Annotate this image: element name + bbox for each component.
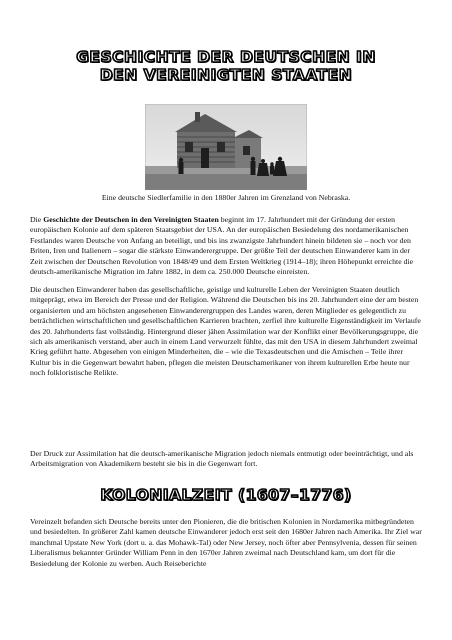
intro-lead: Die	[30, 215, 44, 224]
body-paragraph-3: Der Druck zur Assimilation hat die deutsch-amerikanische Migration jedoch niemals entmutigt oder beeinträchtigt, und als Arbeitsmigration von Akademikern besteht sie bis in die Gegenwart fort.	[30, 449, 414, 469]
section-heading-colonial: KOLONIALZEIT (1607–1776)	[100, 486, 352, 504]
photo-caption: Eine deutsche Siedlerfamilie in den 1880er Jahren im Grenzland von Nebraska.	[101, 193, 351, 202]
settler-family-photo	[145, 104, 307, 190]
intro-bold-term: Geschichte der Deutschen in den Vereinigten Staaten	[43, 215, 219, 224]
body-paragraph-2: Die deutschen Einwanderer haben das gesellschaftliche, geistige und kulturelle Leben der Vereinigten Staaten deutlich mitgeprägt, etwa im Bereich der Presse und der Religion. Während die Deutschen bis ins 20. Jahrhundert eine der am besten organisierten und am höchsten angesehenen Einwanderergruppen des Landes waren, deren Mitglieder es gelegentlich zu beträchtlichen wirtschaftlichen und gesellschaftlichen Karrieren brachten, zerfiel ihre kulturelle Eigenständigkeit im Verlaufe des 20. Jahrhunderts fast vollständig. Hintergrund dieser jähen Assimilation war der Konflikt einer Bevölkerungsgruppe, die sich als amerikanisch verstand, aber auch in einem Land verwurzelt fühlte, das mit den USA in diesem Jahrhundert zweimal Krieg geführt hatte. Abgesehen von einigen Minderheiten, die – wie die Texasdeutschen und die Amischen – Teile ihrer Kultur bis in die Gegenwart bewahrt haben, pflegen die meisten Deutschamerikaner von ihrem kulturellen Erbe heute nur noch folkloristische Relikte.	[30, 285, 421, 378]
intro-rest: beginnt im 17. Jahrhundert mit der Gründung der ersten europäischen Kolonie auf dem späteren Staatsgebiet der USA. An der europäischen Besiedelung des nordamerikanischen Festlandes waren Deutsche von Anfang an beteiligt, und bis ins zwanzigste Jahrhundert hinein bildeten sie – noch vor den Briten, Iren und Italienern – sogar die stärkste Einwanderergruppe. Der größte Teil der deutschen Einwanderer kam in der Zeit zwischen der Deutschen Revolution von 1848/49 und dem Ersten Weltkrieg (1914–18); ihren Höhepunkt erreichte die deutsch-amerikanische Migration im Jahre 1882, in dem ca. 250.000 Deutsche einreisten.	[30, 215, 414, 277]
page-title-line-2: DEN VEREINIGTEN STAATEN	[99, 66, 353, 84]
colonial-paragraph: Vereinzelt befanden sich Deutsche bereits unter den Pionieren, die die britischen Kolonien in Nordamerika mitbegründeten und besiedelten. In größerer Zahl kamen deutsche Einwanderer jedoch erst seit den 1680er Jahren nach Amerika. Ihr Ziel war manchmal Upstate New York (dort u. a. das Mohawk-Tal) oder New Jersey, noch öfter aber Pennsylvenia, dessen für seinen Liberalismus bekannter Gründer William Penn in den 1670er Jahren zweimal nach Deutschland kam, um dort für die Besiedelung der Kolonie zu werben. Auch Reiseberichte	[30, 517, 422, 568]
intro-paragraph	[30, 215, 424, 277]
page-title-line-1: GESCHICHTE DER DEUTSCHEN IN	[76, 48, 376, 66]
photo-illustration	[145, 104, 307, 190]
page-title	[40, 48, 412, 84]
